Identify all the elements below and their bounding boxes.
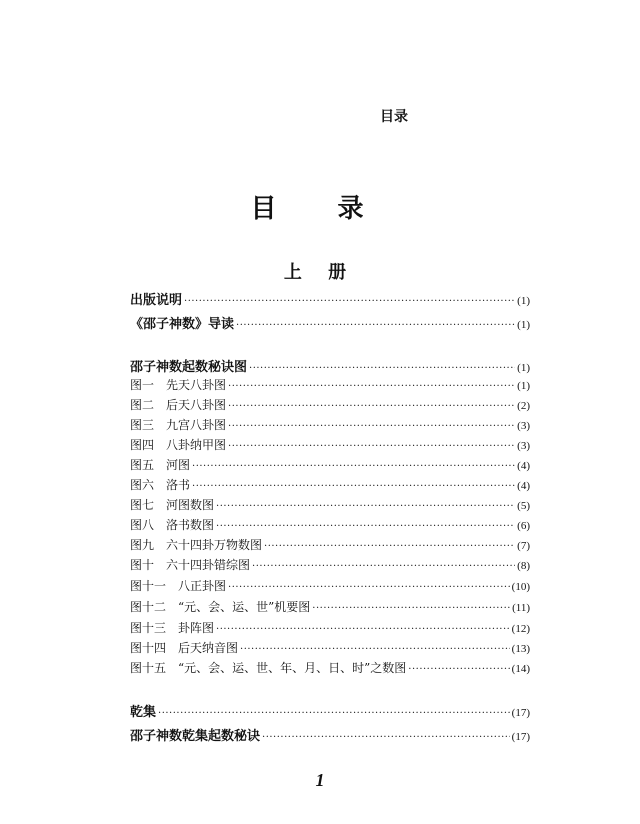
toc-entry-label: 《邵子神数》导读	[130, 317, 235, 332]
leader-dots	[216, 521, 515, 532]
toc-entry-page: (1)	[517, 362, 530, 374]
toc-entry[interactable]	[130, 725, 530, 744]
leader-dots	[252, 561, 515, 572]
toc-entry[interactable]	[130, 313, 530, 332]
leader-dots	[228, 401, 515, 412]
toc-entry-page: (12)	[511, 623, 530, 635]
toc-entry-page: (4)	[517, 460, 530, 472]
toc-entry-page: (3)	[517, 420, 530, 432]
toc-entry-page: (13)	[511, 643, 530, 655]
toc-entry[interactable]	[130, 496, 530, 513]
leader-dots	[192, 481, 515, 492]
toc-entry-label: 图十一 八正卦图	[130, 579, 227, 593]
toc-entry-page: (17)	[511, 707, 530, 719]
toc-entry-label: 图九 六十四卦万物数图	[130, 538, 263, 552]
toc-entry[interactable]	[130, 396, 530, 413]
toc-entry-label: 图三 九宫八卦图	[130, 418, 227, 432]
leader-dots	[158, 708, 510, 719]
toc-entry-label: 图十三 卦阵图	[130, 621, 215, 635]
toc-entry-label: 图一 先天八卦图	[130, 378, 227, 392]
toc-entry[interactable]	[130, 516, 530, 533]
leader-dots	[312, 603, 510, 614]
toc-entry-page: (8)	[517, 560, 530, 572]
toc-entry-label: 图十四 后天纳音图	[130, 641, 239, 655]
toc-entry[interactable]	[130, 619, 530, 636]
toc-entry[interactable]	[130, 598, 530, 615]
leader-dots	[228, 441, 515, 452]
toc-entry[interactable]	[130, 577, 530, 594]
toc-entry-page: (14)	[511, 663, 530, 675]
toc-entry-label: 图十二 “元、会、运、世”机要图	[130, 600, 311, 614]
toc-entry[interactable]	[130, 639, 530, 656]
page-number: 1	[315, 770, 325, 790]
toc-entry-label: 邵子神数起数秘诀图	[130, 360, 248, 375]
running-header: 目录	[380, 109, 408, 125]
toc-entry[interactable]	[130, 536, 530, 553]
toc-entry-label: 图二 后天八卦图	[130, 398, 227, 412]
leader-dots	[408, 664, 509, 675]
toc-entry-label: 图十五 “元、会、运、世、年、月、日、时”之数图	[130, 661, 407, 675]
toc-entry-page: (17)	[511, 731, 530, 743]
leader-dots	[216, 624, 510, 635]
toc-entry-page: (7)	[517, 540, 530, 552]
toc-entry-page: (4)	[517, 480, 530, 492]
toc-entry-page: (1)	[517, 295, 530, 307]
toc-entry-page: (1)	[517, 380, 530, 392]
toc-entry-label: 图六 洛书	[130, 478, 191, 492]
toc-entry-page: (11)	[512, 602, 530, 614]
toc-entry-page: (5)	[517, 500, 530, 512]
toc-entry[interactable]	[130, 556, 530, 573]
leader-dots	[216, 501, 515, 512]
toc-entry[interactable]	[130, 356, 530, 375]
leader-dots	[262, 732, 510, 743]
leader-dots	[236, 320, 515, 331]
toc-entry-page: (3)	[517, 440, 530, 452]
toc-entry[interactable]	[130, 476, 530, 493]
leader-dots	[184, 296, 515, 307]
toc-entry-label: 图七 河图数图	[130, 498, 215, 512]
toc-entry[interactable]	[130, 289, 530, 308]
toc-entry-label: 出版说明	[130, 293, 183, 308]
toc-entry[interactable]	[130, 416, 530, 433]
volume-title: 上 册	[283, 262, 357, 283]
toc-entry-page: (2)	[517, 400, 530, 412]
toc-entry[interactable]	[130, 701, 530, 720]
leader-dots	[228, 582, 510, 593]
toc-entry-label: 乾集	[130, 705, 157, 720]
leader-dots	[264, 541, 515, 552]
toc-entry-label: 邵子神数乾集起数秘诀	[130, 729, 261, 744]
toc-entry[interactable]	[130, 659, 530, 676]
leader-dots	[192, 461, 515, 472]
toc-entry-label: 图八 洛书数图	[130, 518, 215, 532]
leader-dots	[228, 421, 515, 432]
toc-entry[interactable]	[130, 436, 530, 453]
toc-entry[interactable]	[130, 456, 530, 473]
leader-dots	[240, 644, 510, 655]
page-title: 目 录	[250, 194, 390, 224]
leader-dots	[249, 363, 515, 374]
toc-entry-page: (1)	[517, 319, 530, 331]
toc-entry-label: 图五 河图	[130, 458, 191, 472]
leader-dots	[228, 381, 515, 392]
toc-entry-page: (10)	[511, 581, 530, 593]
toc-entry-page: (6)	[517, 520, 530, 532]
toc-entry-label: 图四 八卦纳甲图	[130, 438, 227, 452]
toc-entry[interactable]	[130, 376, 530, 393]
toc-entry-label: 图十 六十四卦错综图	[130, 558, 251, 572]
